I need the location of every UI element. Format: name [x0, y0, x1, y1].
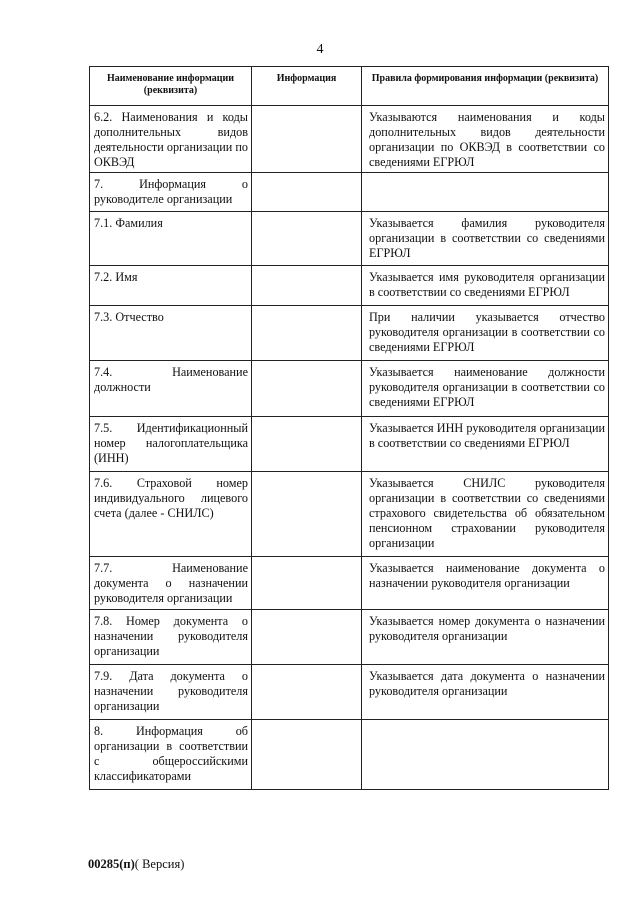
- requisite-rule: Указывается ИНН руководителя организации в соответствии со сведениями ЕГРЮЛ: [362, 417, 609, 472]
- requisite-name: 7. Информация о руководителе организации: [90, 173, 252, 212]
- requisite-rule: Указываются наименования и коды дополнительных видов деятельности организации по ОКВЭД в соответствии со сведениями ЕГРЮЛ: [362, 106, 609, 173]
- document-code: 00285(п): [88, 857, 135, 871]
- requisite-info: [252, 665, 362, 720]
- requisite-rule: Указывается наименование документа о назначении руководителя организации: [362, 557, 609, 610]
- requisite-name: 7.5. Идентификационный номер налогоплательщика (ИНН): [90, 417, 252, 472]
- requisite-rule: Указывается наименование должности руководителя организации в соответствии со сведениями ЕГРЮЛ: [362, 361, 609, 417]
- requisite-name: 7.6. Страховой номер индивидуального лицевого счета (далее - СНИЛС): [90, 472, 252, 557]
- table-row: [90, 173, 609, 212]
- table-row: [90, 361, 609, 417]
- footer-version-line: [88, 857, 184, 872]
- version-label: ( Версия): [134, 857, 185, 871]
- requisite-rule: [362, 720, 609, 790]
- table-row: [90, 610, 609, 665]
- requisite-info: [252, 610, 362, 665]
- requisite-name: 7.4. Наименование должности: [90, 361, 252, 417]
- requisites-table: [89, 66, 609, 790]
- page-number: 4: [316, 42, 324, 57]
- table-row: [90, 266, 609, 306]
- requisite-name: 6.2. Наименования и коды дополнительных видов деятельности организации по ОКВЭД: [90, 106, 252, 173]
- requisite-rule: Указывается номер документа о назначении руководителя организации: [362, 610, 609, 665]
- requisite-rule: Указывается дата документа о назначении руководителя организации: [362, 665, 609, 720]
- table-header-row: [90, 67, 609, 106]
- requisite-rule: Указывается фамилия руководителя организации в соответствии со сведениями ЕГРЮЛ: [362, 212, 609, 266]
- header-name: Наименование информации (реквизита): [90, 67, 252, 106]
- table-row: [90, 306, 609, 361]
- requisite-rule: Указывается имя руководителя организации в соответствии со сведениями ЕГРЮЛ: [362, 266, 609, 306]
- table-row: [90, 557, 609, 610]
- header-info: Информация: [252, 67, 362, 106]
- requisite-info: [252, 557, 362, 610]
- requisite-name: 7.2. Имя: [90, 266, 252, 306]
- requisite-info: [252, 106, 362, 173]
- requisite-info: [252, 720, 362, 790]
- requisite-info: [252, 173, 362, 212]
- requisite-info: [252, 417, 362, 472]
- table-row: [90, 472, 609, 557]
- requisite-info: [252, 266, 362, 306]
- requisite-name: 7.3. Отчество: [90, 306, 252, 361]
- requisite-rule: [362, 173, 609, 212]
- table-row: [90, 417, 609, 472]
- table-row: [90, 665, 609, 720]
- requisite-name: 7.8. Номер документа о назначении руководителя организации: [90, 610, 252, 665]
- requisite-info: [252, 361, 362, 417]
- requisite-info: [252, 212, 362, 266]
- requisite-rule: При наличии указывается отчество руководителя организации в соответствии со сведениями ЕГРЮЛ: [362, 306, 609, 361]
- table-row: [90, 212, 609, 266]
- requisite-info: [252, 306, 362, 361]
- requisite-name: 8. Информация об организации в соответствии с общероссийскими классификаторами: [90, 720, 252, 790]
- table-row: [90, 106, 609, 173]
- requisite-name: 7.9. Дата документа о назначении руководителя организации: [90, 665, 252, 720]
- requisite-info: [252, 472, 362, 557]
- header-rule: Правила формирования информации (реквизита): [362, 67, 609, 106]
- requisite-rule: Указывается СНИЛС руководителя организации в соответствии со сведениями страхового свидетельства об обязательном пенсионном страховании руководителя организации: [362, 472, 609, 557]
- requisite-name: 7.1. Фамилия: [90, 212, 252, 266]
- requisite-name: 7.7. Наименование документа о назначении руководителя организации: [90, 557, 252, 610]
- table-row: [90, 720, 609, 790]
